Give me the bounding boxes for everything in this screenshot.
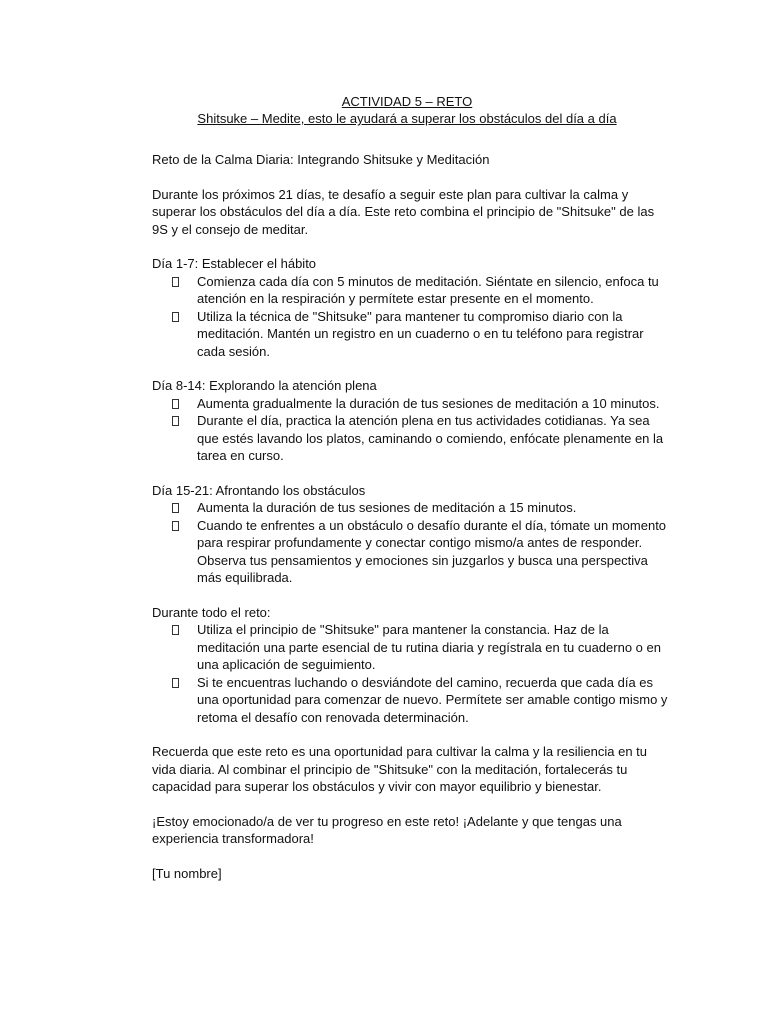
list-item	[152, 621, 668, 674]
section-title: Durante todo el reto:	[152, 604, 271, 620]
list-item	[152, 674, 668, 727]
bullet-list	[152, 621, 668, 726]
bullet-list	[152, 499, 668, 587]
section-days-15-21	[152, 482, 668, 587]
list-item	[152, 395, 668, 413]
checkbox-bullet-icon	[172, 277, 179, 287]
list-item	[152, 412, 668, 465]
section-days-8-14	[152, 377, 668, 465]
section-days-1-7	[152, 255, 668, 360]
bullet-list	[152, 273, 668, 361]
checkbox-bullet-icon	[172, 312, 179, 322]
section-title: Día 15-21: Afrontando los obstáculos	[152, 482, 366, 498]
encouragement-paragraph: ¡Estoy emocionado/a de ver tu progreso en este reto! ¡Adelante y que tengas una experiencia transformadora!	[152, 813, 622, 846]
list-item	[152, 273, 668, 308]
title-block	[114, 93, 700, 128]
checkbox-bullet-icon	[172, 625, 179, 635]
list-item-text: Aumenta gradualmente la duración de tus sesiones de meditación a 10 minutos.	[197, 395, 660, 411]
intro-paragraph: Durante los próximos 21 días, te desafío a seguir este plan para cultivar la calma y superar los obstáculos del día a día. Este reto combina el principio de "Shitsuke" de las 9S y el consejo de meditar.	[152, 186, 655, 237]
list-item-text: Utiliza la técnica de "Shitsuke" para mantener tu compromiso diario con la meditación. Mantén un registro en un cuaderno o en tu teléfono para registrar cada sesión.	[197, 308, 644, 359]
list-item	[152, 499, 668, 517]
list-item-text: Utiliza el principio de "Shitsuke" para mantener la constancia. Haz de la meditación una parte esencial de tu rutina diaria y regístrala en tu cuaderno o en una aplicación de seguimiento.	[197, 622, 661, 672]
list-item	[152, 517, 668, 587]
section-title: Día 1-7: Establecer el hábito	[152, 256, 317, 271]
section-whole-challenge	[152, 604, 668, 727]
list-item-text: Si te encuentras luchando o desviándote del camino, recuerda que cada día es una oportunidad para comenzar de nuevo. Permítete ser amable contigo mismo y retoma el desafío con renovada determinación.	[197, 674, 668, 725]
checkbox-bullet-icon	[172, 503, 179, 513]
signature-placeholder: [Tu nombre]	[152, 865, 222, 881]
list-item-text: Durante el día, practica la atención plena en tus actividades cotidianas. Ya sea que estés lavando los platos, caminando o comiendo, enfócate plenamente en la tarea en curso.	[197, 413, 664, 463]
list-item-text: Comienza cada día con 5 minutos de meditación. Siéntate en silencio, enfoca tu atención en la respiración y permítete estar presente en el momento.	[197, 273, 659, 306]
checkbox-bullet-icon	[172, 521, 179, 531]
closing-paragraph: Recuerda que este reto es una oportunidad para cultivar la calma y la resiliencia en tu vida diaria. Al combinar el principio de "Shitsuke" con la meditación, fortalecerás tu capacidad para superar los obstáculos y vivir con mayor equilibrio y bienestar.	[152, 744, 648, 794]
checkbox-bullet-icon	[172, 399, 179, 409]
bullet-list	[152, 395, 668, 465]
document-title: ACTIVIDAD 5 – RETO	[341, 94, 473, 109]
document-subtitle: Shitsuke – Medite, esto le ayudará a superar los obstáculos del día a día	[197, 111, 617, 126]
checkbox-bullet-icon	[172, 416, 179, 426]
section-title: Día 8-14: Explorando la atención plena	[152, 378, 377, 393]
list-item	[152, 308, 668, 361]
list-item-text: Aumenta la duración de tus sesiones de meditación a 15 minutos.	[197, 500, 577, 515]
challenge-heading: Reto de la Calma Diaria: Integrando Shitsuke y Meditación	[152, 152, 490, 167]
checkbox-bullet-icon	[172, 678, 179, 688]
list-item-text: Cuando te enfrentes a un obstáculo o desafío durante el día, tómate un momento para respirar profundamente y conectar contigo mismo/a antes de responder. Observa tus pensamientos y emociones sin juzgarlos y busca una perspectiva más equilibrada.	[197, 517, 667, 585]
